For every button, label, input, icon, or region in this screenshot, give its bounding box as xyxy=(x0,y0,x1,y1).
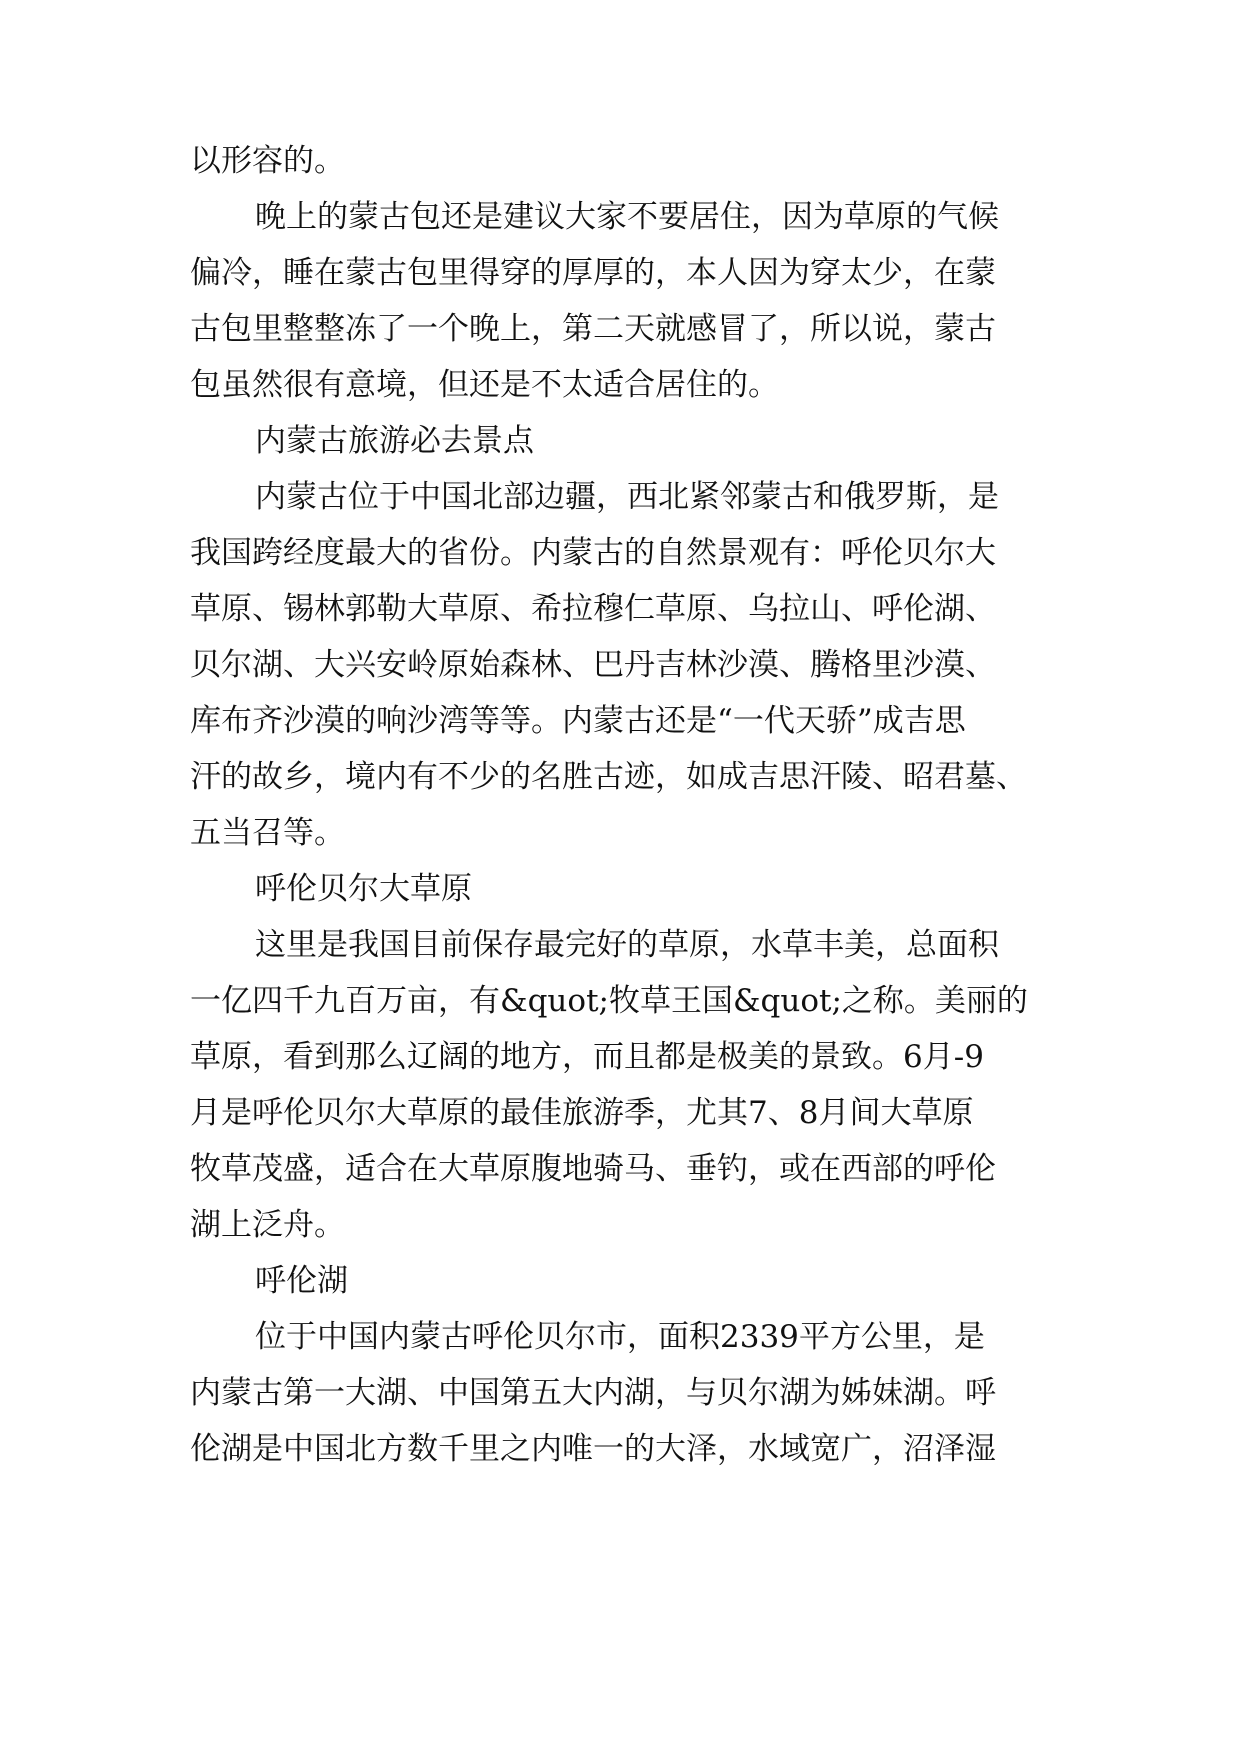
text-line: 包虽然很有意境，但还是不太适合居住的。 xyxy=(190,367,779,403)
paragraph-start-line: 晚上的蒙古包还是建议大家不要居住，因为草原的气候 xyxy=(255,199,999,235)
text-line: 伦湖是中国北方数千里之内唯一的大泽，水域宽广，沼泽湿 xyxy=(190,1431,996,1467)
text-line: 以形容的。 xyxy=(190,143,345,179)
section-heading: 内蒙古旅游必去景点 xyxy=(255,423,534,459)
paragraph-start-line: 这里是我国目前保存最完好的草原，水草丰美，总面积 xyxy=(255,927,999,963)
text-line: 库布齐沙漠的响沙湾等等。内蒙古还是“一代天骄”成吉思 xyxy=(190,703,966,739)
text-line: 偏冷，睡在蒙古包里得穿的厚厚的，本人因为穿太少，在蒙 xyxy=(190,255,996,291)
text-line: 牧草茂盛，适合在大草原腹地骑马、垂钓，或在西部的呼伦 xyxy=(190,1151,996,1187)
text-line: 湖上泛舟。 xyxy=(190,1207,345,1243)
text-line: 我国跨经度最大的省份。内蒙古的自然景观有：呼伦贝尔大 xyxy=(190,535,996,571)
text-line: 草原、锡林郭勒大草原、希拉穆仁草原、乌拉山、呼伦湖、 xyxy=(190,591,996,627)
text-line: 汗的故乡，境内有不少的名胜古迹，如成吉思汗陵、昭君墓、 xyxy=(190,759,1027,795)
text-line: 草原，看到那么辽阔的地方，而且都是极美的景致。6月-9 xyxy=(190,1039,984,1075)
section-heading: 呼伦湖 xyxy=(255,1263,348,1299)
text-line: 一亿四千九百万亩，有&quot;牧草王国&quot;之称。美丽的 xyxy=(190,983,1028,1019)
section-heading: 呼伦贝尔大草原 xyxy=(255,871,472,907)
text-line: 贝尔湖、大兴安岭原始森林、巴丹吉林沙漠、腾格里沙漠、 xyxy=(190,647,996,683)
text-line: 内蒙古第一大湖、中国第五大内湖，与贝尔湖为姊妹湖。呼 xyxy=(190,1375,996,1411)
paragraph-start-line: 内蒙古位于中国北部边疆，西北紧邻蒙古和俄罗斯，是 xyxy=(255,479,999,515)
text-line: 月是呼伦贝尔大草原的最佳旅游季，尤其7、8月间大草原 xyxy=(190,1095,974,1131)
text-line: 五当召等。 xyxy=(190,815,345,851)
paragraph-start-line: 位于中国内蒙古呼伦贝尔市，面积2339平方公里，是 xyxy=(255,1319,985,1355)
text-line: 古包里整整冻了一个晚上，第二天就感冒了，所以说，蒙古 xyxy=(190,311,996,347)
